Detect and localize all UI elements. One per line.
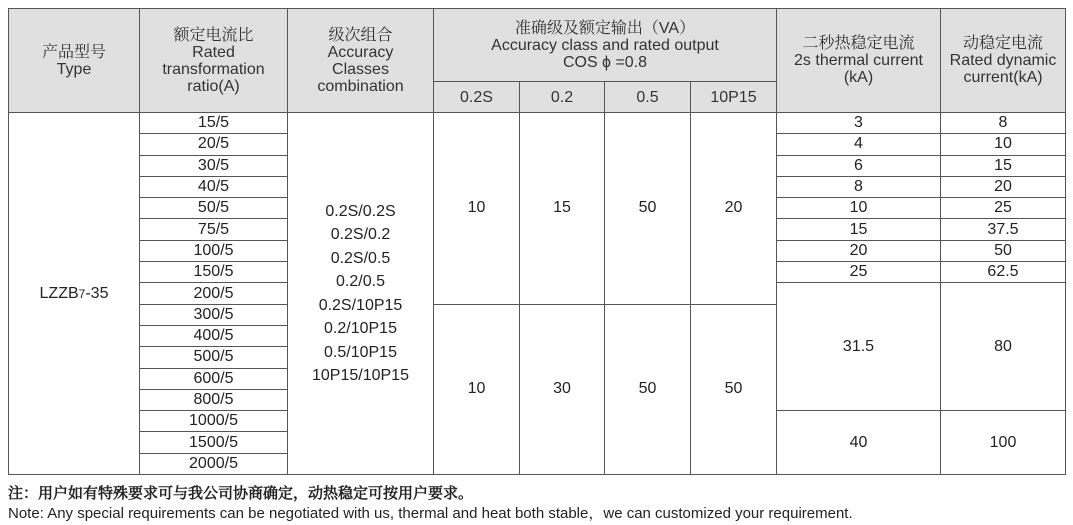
thermal-cell: 40 (777, 411, 941, 475)
dynamic-cell: 50 (941, 240, 1066, 261)
header-class-10p15: 10P15 (691, 82, 777, 113)
ratio-cell: 2000/5 (140, 453, 288, 474)
combination-cell: 0.2S/0.2S 0.2S/0.2 0.2S/0.5 0.2/0.5 0.2S/10P15 0.2/10P15 0.5/10P15 10P15/10P15 (288, 113, 434, 475)
header-ratio: 额定电流比 Rated transformation ratio(A) (140, 9, 288, 113)
ratio-cell: 400/5 (140, 325, 288, 346)
ratio-cell: 40/5 (140, 176, 288, 197)
model-cell: LZZB7-35 (9, 113, 140, 475)
ratio-cell: 150/5 (140, 262, 288, 283)
thermal-cell: 20 (777, 240, 941, 261)
ratio-cell: 50/5 (140, 198, 288, 219)
spec-table (8, 8, 1066, 475)
dynamic-cell: 20 (941, 176, 1066, 197)
thermal-cell: 6 (777, 155, 941, 176)
output-10p15-group1: 20 (691, 113, 777, 305)
note-english: Note: Any special requirements can be negotiated with us, thermal and heat both stable，we can customized your requirement. (8, 505, 853, 522)
output-0.2s-group2: 10 (434, 304, 520, 474)
header-combination: 级次组合 Accuracy Classes combination (288, 9, 434, 113)
thermal-cell: 31.5 (777, 283, 941, 411)
ratio-cell: 200/5 (140, 283, 288, 304)
dynamic-cell: 8 (941, 113, 1066, 134)
dynamic-cell: 62.5 (941, 262, 1066, 283)
output-0.5-group1: 50 (605, 113, 691, 305)
dynamic-cell: 100 (941, 411, 1066, 475)
output-0.2-group1: 15 (520, 113, 605, 305)
note-chinese: 注：用户如有特殊要求可与我公司协商确定，动热稳定可按用户要求。 (8, 485, 474, 502)
header-output: 准确级及额定输出（VA） Accuracy class and rated output COS ϕ =0.8 (434, 9, 777, 82)
dynamic-cell: 25 (941, 198, 1066, 219)
output-0.2-group2: 30 (520, 304, 605, 474)
header-dynamic: 动稳定电流 Rated dynamic current(kA) (941, 9, 1066, 113)
ratio-cell: 600/5 (140, 368, 288, 389)
ratio-cell: 100/5 (140, 240, 288, 261)
header-class-0.5: 0.5 (605, 82, 691, 113)
dynamic-cell: 10 (941, 134, 1066, 155)
ratio-cell: 1000/5 (140, 411, 288, 432)
thermal-cell: 10 (777, 198, 941, 219)
notes (8, 484, 853, 524)
header-class-0.2: 0.2 (520, 82, 605, 113)
header-thermal: 二秒热稳定电流 2s thermal current (kA) (777, 9, 941, 113)
dynamic-cell: 80 (941, 283, 1066, 411)
thermal-cell: 25 (777, 262, 941, 283)
ratio-cell: 20/5 (140, 134, 288, 155)
header-class-0.2s: 0.2S (434, 82, 520, 113)
ratio-cell: 15/5 (140, 113, 288, 134)
ratio-cell: 300/5 (140, 304, 288, 325)
dynamic-cell: 15 (941, 155, 1066, 176)
thermal-cell: 8 (777, 176, 941, 197)
ratio-cell: 500/5 (140, 347, 288, 368)
output-10p15-group2: 50 (691, 304, 777, 474)
thermal-cell: 15 (777, 219, 941, 240)
ratio-cell: 1500/5 (140, 432, 288, 453)
thermal-cell: 4 (777, 134, 941, 155)
ratio-cell: 30/5 (140, 155, 288, 176)
output-0.5-group2: 50 (605, 304, 691, 474)
thermal-cell: 3 (777, 113, 941, 134)
ratio-cell: 800/5 (140, 389, 288, 410)
ratio-cell: 75/5 (140, 219, 288, 240)
header-type: 产品型号 Type (9, 9, 140, 113)
dynamic-cell: 37.5 (941, 219, 1066, 240)
output-0.2s-group1: 10 (434, 113, 520, 305)
